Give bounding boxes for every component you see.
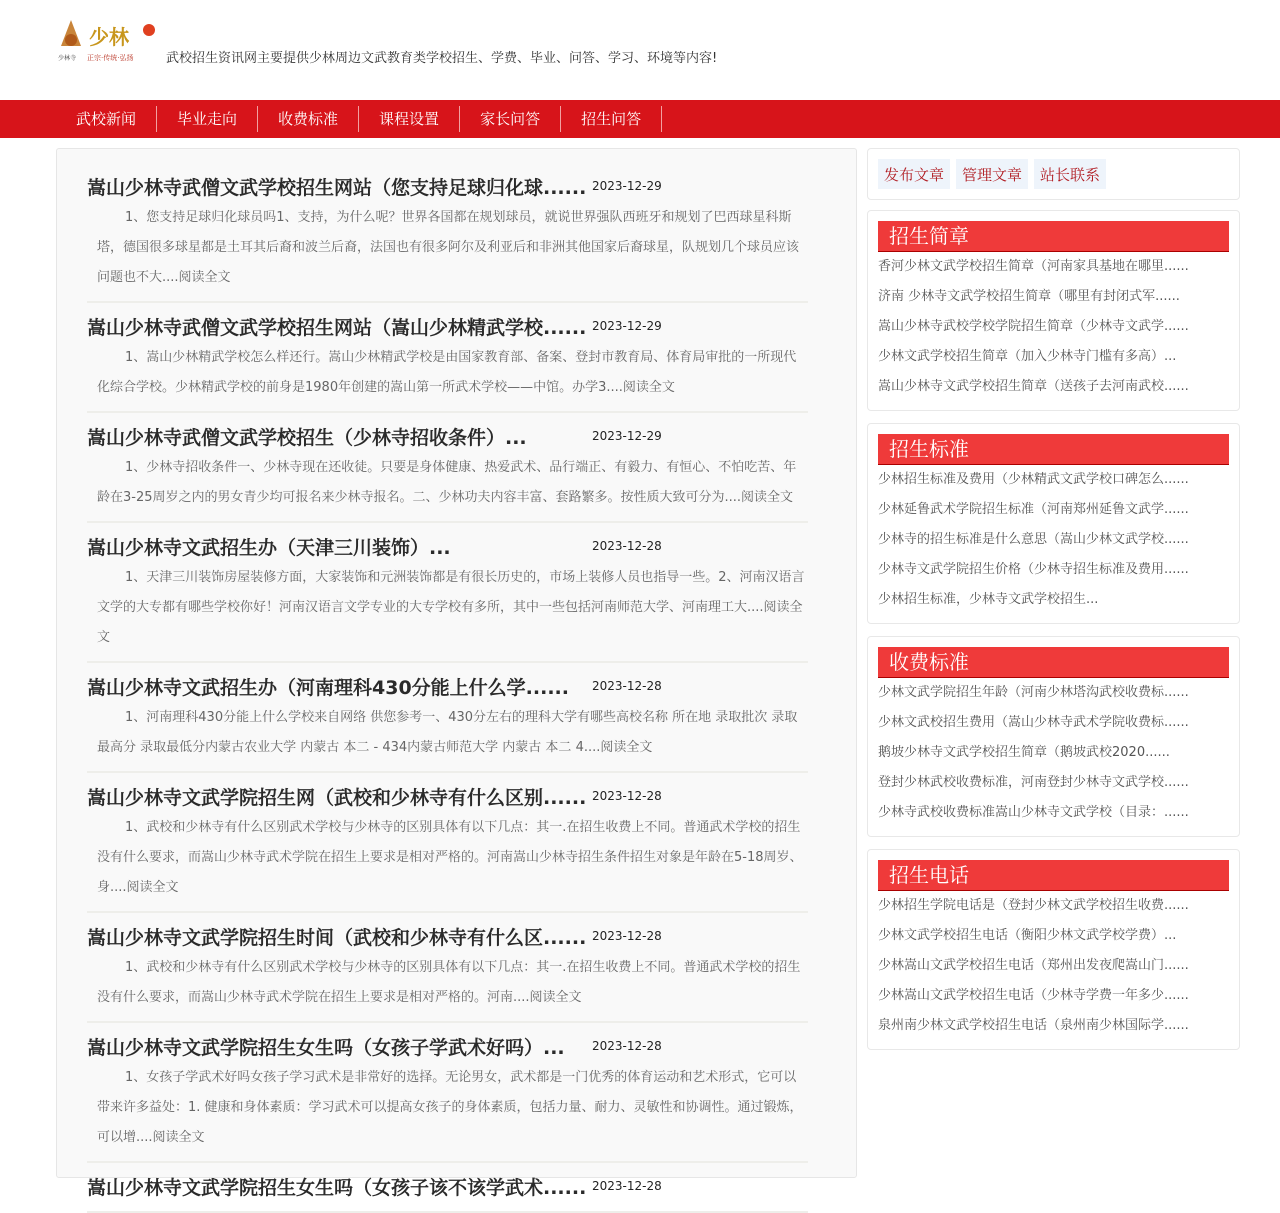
article-title-link[interactable]: 嵩山少林寺文武学院招生时间（武校和少林寺有什么区...... — [87, 926, 587, 949]
article-excerpt: 1、武校和少林寺有什么区别武术学校与少林寺的区别具体有以下几点：其一.在招生收费上不同。普通武术学校的招生没有什么要求，而嵩山少林寺武术学院在招生上要求是相对严格的。河南....阅读全文 — [97, 960, 801, 1005]
sidebar-link[interactable]: 少林文武学校招生简章（加入少林寺门槛有多高）... — [878, 349, 1177, 364]
article-header — [87, 779, 808, 813]
article-date: 2023-12-29 — [592, 319, 662, 333]
article-date: 2023-12-28 — [592, 1039, 662, 1053]
sidebar-link[interactable]: 少林招生标准及费用（少林精武文武学校口碑怎么...... — [878, 472, 1189, 487]
sidebar-box-title: 招生简章 — [878, 221, 1229, 252]
main-nav — [0, 100, 1280, 138]
sidebar-link[interactable]: 少林文武校招生费用（嵩山少林寺武术学院收费标...... — [878, 715, 1189, 730]
article-title-link[interactable]: 嵩山少林寺文武学院招生网（武校和少林寺有什么区别...... — [87, 786, 587, 809]
sidebar-link[interactable]: 泉州南少林文武学校招生电话（泉州南少林国际学...... — [878, 1018, 1189, 1033]
nav-item[interactable]: 家长问答 — [460, 106, 561, 132]
article-item — [87, 669, 808, 773]
nav-item[interactable]: 招生问答 — [561, 106, 662, 132]
article-title-link[interactable]: 嵩山少林寺武僧文武学校招生（少林寺招收条件）... — [87, 426, 527, 449]
side-button[interactable]: 站长联系 — [1034, 159, 1106, 189]
svg-text:正宗·传统·弘扬: 正宗·传统·弘扬 — [87, 54, 134, 62]
nav-item[interactable]: 收费标准 — [258, 106, 359, 132]
article-header — [87, 169, 808, 203]
article-title-link[interactable]: 嵩山少林寺文武招生办（天津三川装饰）... — [87, 536, 451, 559]
article-excerpt: 1、您支持足球归化球员吗1、支持，为什么呢？世界各国都在规划球员，就说世界强队西班牙和规划了巴西球星科斯塔，德国很多球星都是土耳其后裔和波兰后裔，法国也有很多阿尔及利亚后和非洲其他国家后裔球星，队规划几个球员应该问题也不大....阅读全文 — [97, 210, 800, 285]
article-excerpt: 1、武校和少林寺有什么区别武术学校与少林寺的区别具体有以下几点：其一.在招生收费上不同。普通武术学校的招生没有什么要求，而嵩山少林寺武术学院在招生上要求是相对严格的。河南嵩山少林寺招生条件招生对象是年龄在5-18周岁、身....阅读全文 — [97, 820, 803, 895]
article-title-link[interactable]: 嵩山少林寺武僧文武学校招生网站（您支持足球归化球...... — [87, 176, 587, 199]
article-date: 2023-12-28 — [592, 539, 662, 553]
sidebar-link[interactable]: 少林文武学院招生年龄（河南少林塔沟武校收费标...... — [878, 685, 1189, 700]
article-excerpt: 1、女孩子学武术好吗女孩子学习武术是非常好的选择。无论男女，武术都是一门优秀的体育运动和艺术形式，它可以带来许多益处：1. 健康和身体素质：学习武术可以提高女孩子的身体素质，包括力量、耐力、灵敏性和协调性。通过锻炼，可以增....阅读全文 — [97, 1070, 803, 1145]
article-header — [87, 919, 808, 953]
article-header — [87, 669, 808, 703]
sidebar-box — [867, 849, 1240, 1050]
sidebar-link[interactable]: 少林招生学院电话是（登封少林文武学校招生收费...... — [878, 898, 1189, 913]
article-date: 2023-12-29 — [592, 429, 662, 443]
sidebar-link[interactable]: 少林嵩山文武学校招生电话（少林寺学费一年多少...... — [878, 988, 1189, 1003]
sidebar-box — [867, 636, 1240, 837]
header — [0, 0, 1280, 100]
article-date: 2023-12-28 — [592, 789, 662, 803]
side-button[interactable]: 发布文章 — [878, 159, 950, 189]
sidebar-link[interactable]: 少林寺的招生标准是什么意思（嵩山少林文武学校...... — [878, 532, 1189, 547]
sidebar-link[interactable]: 少林文武学校招生电话（衡阳少林文武学校学费）... — [878, 928, 1177, 943]
svg-text:少林寺: 少林寺 — [58, 55, 77, 62]
article-item — [87, 919, 808, 1023]
sidebar-box — [867, 423, 1240, 624]
article-item — [87, 309, 808, 413]
article-item — [87, 169, 808, 303]
side-button[interactable]: 管理文章 — [956, 159, 1028, 189]
sidebar-box — [867, 210, 1240, 411]
sidebar-link[interactable]: 少林寺文武学院招生价格（少林寺招生标准及费用...... — [878, 562, 1189, 577]
article-header — [87, 309, 808, 343]
article-excerpt: 1、河南理科430分能上什么学校来自网络 供您参考一、430分左右的理科大学有哪些高校名称 所在地 录取批次 录取最高分 录取最低分内蒙古农业大学 内蒙古 本二 - 434内蒙古师范大学 内蒙古 本二 4....阅读全文 — [97, 710, 798, 755]
article-item — [87, 1029, 808, 1163]
article-title-link[interactable]: 嵩山少林寺文武学院招生女生吗（女孩子该不该学武术...... — [87, 1176, 587, 1199]
nav-item[interactable]: 武校新闻 — [56, 106, 157, 132]
sidebar-box-title: 收费标准 — [878, 647, 1229, 678]
sidebar-link[interactable]: 鹅坡少林寺文武学校招生简章（鹅坡武校2020...... — [878, 745, 1170, 760]
article-title-link[interactable]: 嵩山少林寺文武学院招生女生吗（女孩子学武术好吗）... — [87, 1036, 565, 1059]
article-list — [56, 148, 857, 1199]
article-header — [87, 419, 808, 453]
sidebar-box-title: 招生标准 — [878, 434, 1229, 465]
nav-item[interactable]: 课程设置 — [359, 106, 460, 132]
sidebar-link[interactable]: 济南 少林寺文武学校招生简章（哪里有封闭式军...... — [878, 289, 1180, 304]
article-date: 2023-12-28 — [592, 1179, 662, 1193]
article-header — [87, 1169, 808, 1203]
article-item — [87, 779, 808, 913]
article-item — [87, 1169, 808, 1213]
article-excerpt: 1、嵩山少林精武学校怎么样还行。嵩山少林精武学校是由国家教育部、备案、登封市教育局、体育局审批的一所现代化综合学校。少林精武学校的前身是1980年创建的嵩山第一所武术学校——中馆。办学3....阅读全文 — [97, 350, 797, 395]
shaolin-logo[interactable] — [57, 18, 157, 64]
article-excerpt: 1、天津三川装饰房屋装修方面，大家装饰和元洲装饰都是有很长历史的，市场上装修人员也指导一些。2、河南汉语言文学的大专都有哪些学校你好！河南汉语言文学专业的大专学校有多所，其中一些包括河南师范大学、河南理工大....阅读全文 — [97, 570, 805, 645]
article-title-link[interactable]: 嵩山少林寺文武招生办（河南理科430分能上什么学...... — [87, 676, 569, 699]
article-item — [87, 529, 808, 663]
svg-text:少林: 少林 — [89, 25, 129, 49]
sidebar-link[interactable]: 香河少林文武学校招生简章（河南家具基地在哪里...... — [878, 259, 1189, 274]
article-date: 2023-12-28 — [592, 679, 662, 693]
article-header — [87, 1029, 808, 1063]
side-buttons — [867, 148, 1240, 200]
sidebar-link[interactable]: 嵩山少林寺文武学校招生简章（送孩子去河南武校...... — [878, 379, 1189, 394]
site-slogan: 武校招生资讯网主要提供少林周边文武教育类学校招生、学费、毕业、问答、学习、环境等内容! — [166, 51, 718, 66]
article-excerpt: 1、少林寺招收条件一、少林寺现在还收徒。只要是身体健康、热爱武术、品行端正、有毅力、有恒心、不怕吃苦、年龄在3-25周岁之内的男女青少均可报名来少林寺报名。二、少林功夫内容丰富、套路繁多。按性质大致可分为....阅读全文 — [97, 460, 797, 505]
sidebar-link[interactable]: 少林招生标准，少林寺文武学校招生... — [878, 592, 1099, 607]
article-title-link[interactable]: 嵩山少林寺武僧文武学校招生网站（嵩山少林精武学校...... — [87, 316, 587, 339]
article-item — [87, 419, 808, 523]
article-header — [87, 529, 808, 563]
article-date: 2023-12-28 — [592, 929, 662, 943]
sidebar-link[interactable]: 登封少林武校收费标准，河南登封少林寺文武学校...... — [878, 775, 1189, 790]
nav-item[interactable]: 毕业走向 — [157, 106, 258, 132]
sidebar-link[interactable]: 少林嵩山文武学校招生电话（郑州出发夜爬嵩山门...... — [878, 958, 1189, 973]
article-date: 2023-12-29 — [592, 179, 662, 193]
sidebar-link[interactable]: 嵩山少林寺武校学校学院招生简章（少林寺文武学...... — [878, 319, 1189, 334]
sidebar-box-title: 招生电话 — [878, 860, 1229, 891]
sidebar-link[interactable]: 少林寺武校收费标准嵩山少林寺文武学校（目录：...... — [878, 805, 1189, 820]
sidebar-link[interactable]: 少林延鲁武术学院招生标准（河南郑州延鲁文武学...... — [878, 502, 1189, 517]
